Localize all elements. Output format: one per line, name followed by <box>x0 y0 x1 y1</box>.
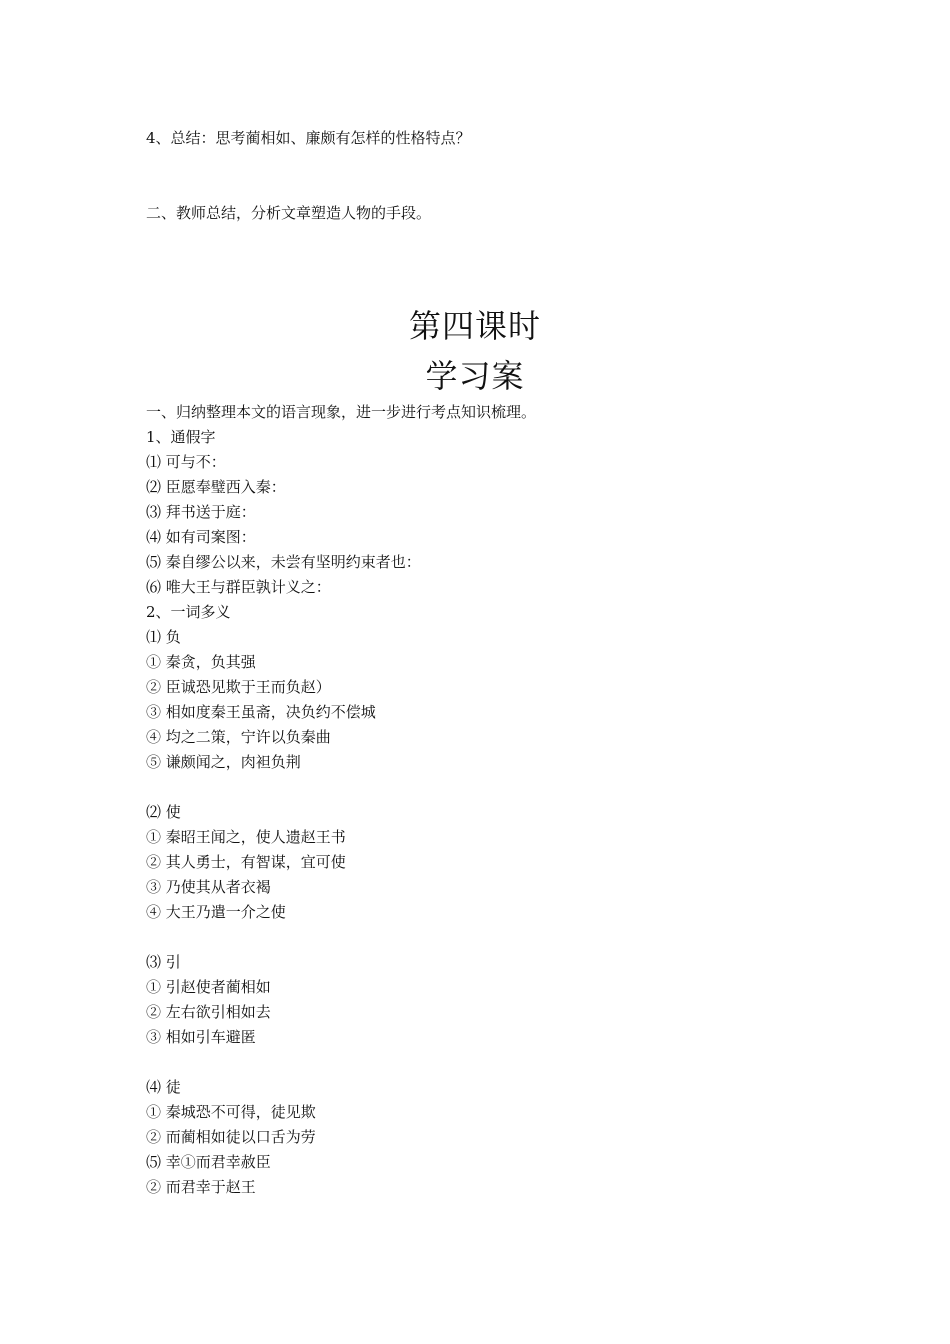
blank-line <box>146 775 536 800</box>
study-plan-list <box>146 400 536 1200</box>
word-heading: ⑴ 负 <box>146 628 181 646</box>
list-item: ④ 均之二策，宁许以负秦曲 <box>146 728 331 746</box>
list-item: ⑷ 如有司案图： <box>146 528 256 546</box>
list-item: ⑹ 唯大王与群臣孰计义之： <box>146 578 331 596</box>
lesson-title: 第四课时 <box>408 307 541 345</box>
list-item: ⑤ 谦颇闻之，肉袒负荆 <box>146 753 301 771</box>
list-item: ③ 相如度秦王虽斋，决负约不偿城 <box>146 703 376 721</box>
list-item: ① 引赵使者蔺相如 <box>146 978 271 996</box>
list-item: ⑵ 臣愿奉璧西入秦： <box>146 478 286 496</box>
subsection-heading: 2、一词多义 <box>146 603 231 621</box>
blank-line <box>146 925 536 950</box>
list-item: ② 左右欲引相如去 <box>146 1003 271 1021</box>
word-heading: ⑵ 使 <box>146 803 181 821</box>
list-item: ⑶ 拜书送于庭： <box>146 503 256 521</box>
list-item: ① 秦昭王闻之，使人遗赵王书 <box>146 828 346 846</box>
subsection-heading: 1、通假字 <box>146 428 216 446</box>
list-item: ④ 大王乃遣一介之使 <box>146 903 286 921</box>
section-heading: 一、归纳整理本文的语言现象，进一步进行考点知识梳理。 <box>146 403 537 421</box>
blank-line <box>146 1050 536 1075</box>
list-item: ⑸ 幸①而君幸赦臣 <box>146 1153 271 1171</box>
list-item: ② 而君幸于赵王 <box>146 1178 256 1196</box>
word-heading: ⑶ 引 <box>146 953 181 971</box>
lesson-subtitle: 学习案 <box>425 357 525 395</box>
list-item: ② 而蔺相如徒以口舌为劳 <box>146 1128 316 1146</box>
list-item: ⑸ 秦自缪公以来，未尝有坚明约束者也： <box>146 553 421 571</box>
teacher-summary: 二、教师总结，分析文章塑造人物的手段。 <box>146 204 432 222</box>
summary-question: 4、总结：思考蔺相如、廉颇有怎样的性格特点？ <box>146 129 471 147</box>
list-item: ② 臣诚恐见欺于王而负赵） <box>146 678 331 696</box>
list-item: ② 其人勇士，有智谋，宜可使 <box>146 853 346 871</box>
word-heading: ⑷ 徒 <box>146 1078 181 1096</box>
list-item: ① 秦城恐不可得，徒见欺 <box>146 1103 316 1121</box>
list-item: ③ 乃使其从者衣褐 <box>146 878 271 896</box>
list-item: ① 秦贪，负其强 <box>146 653 256 671</box>
list-item: ③ 相如引车避匿 <box>146 1028 256 1046</box>
list-item: ⑴ 可与不： <box>146 453 226 471</box>
